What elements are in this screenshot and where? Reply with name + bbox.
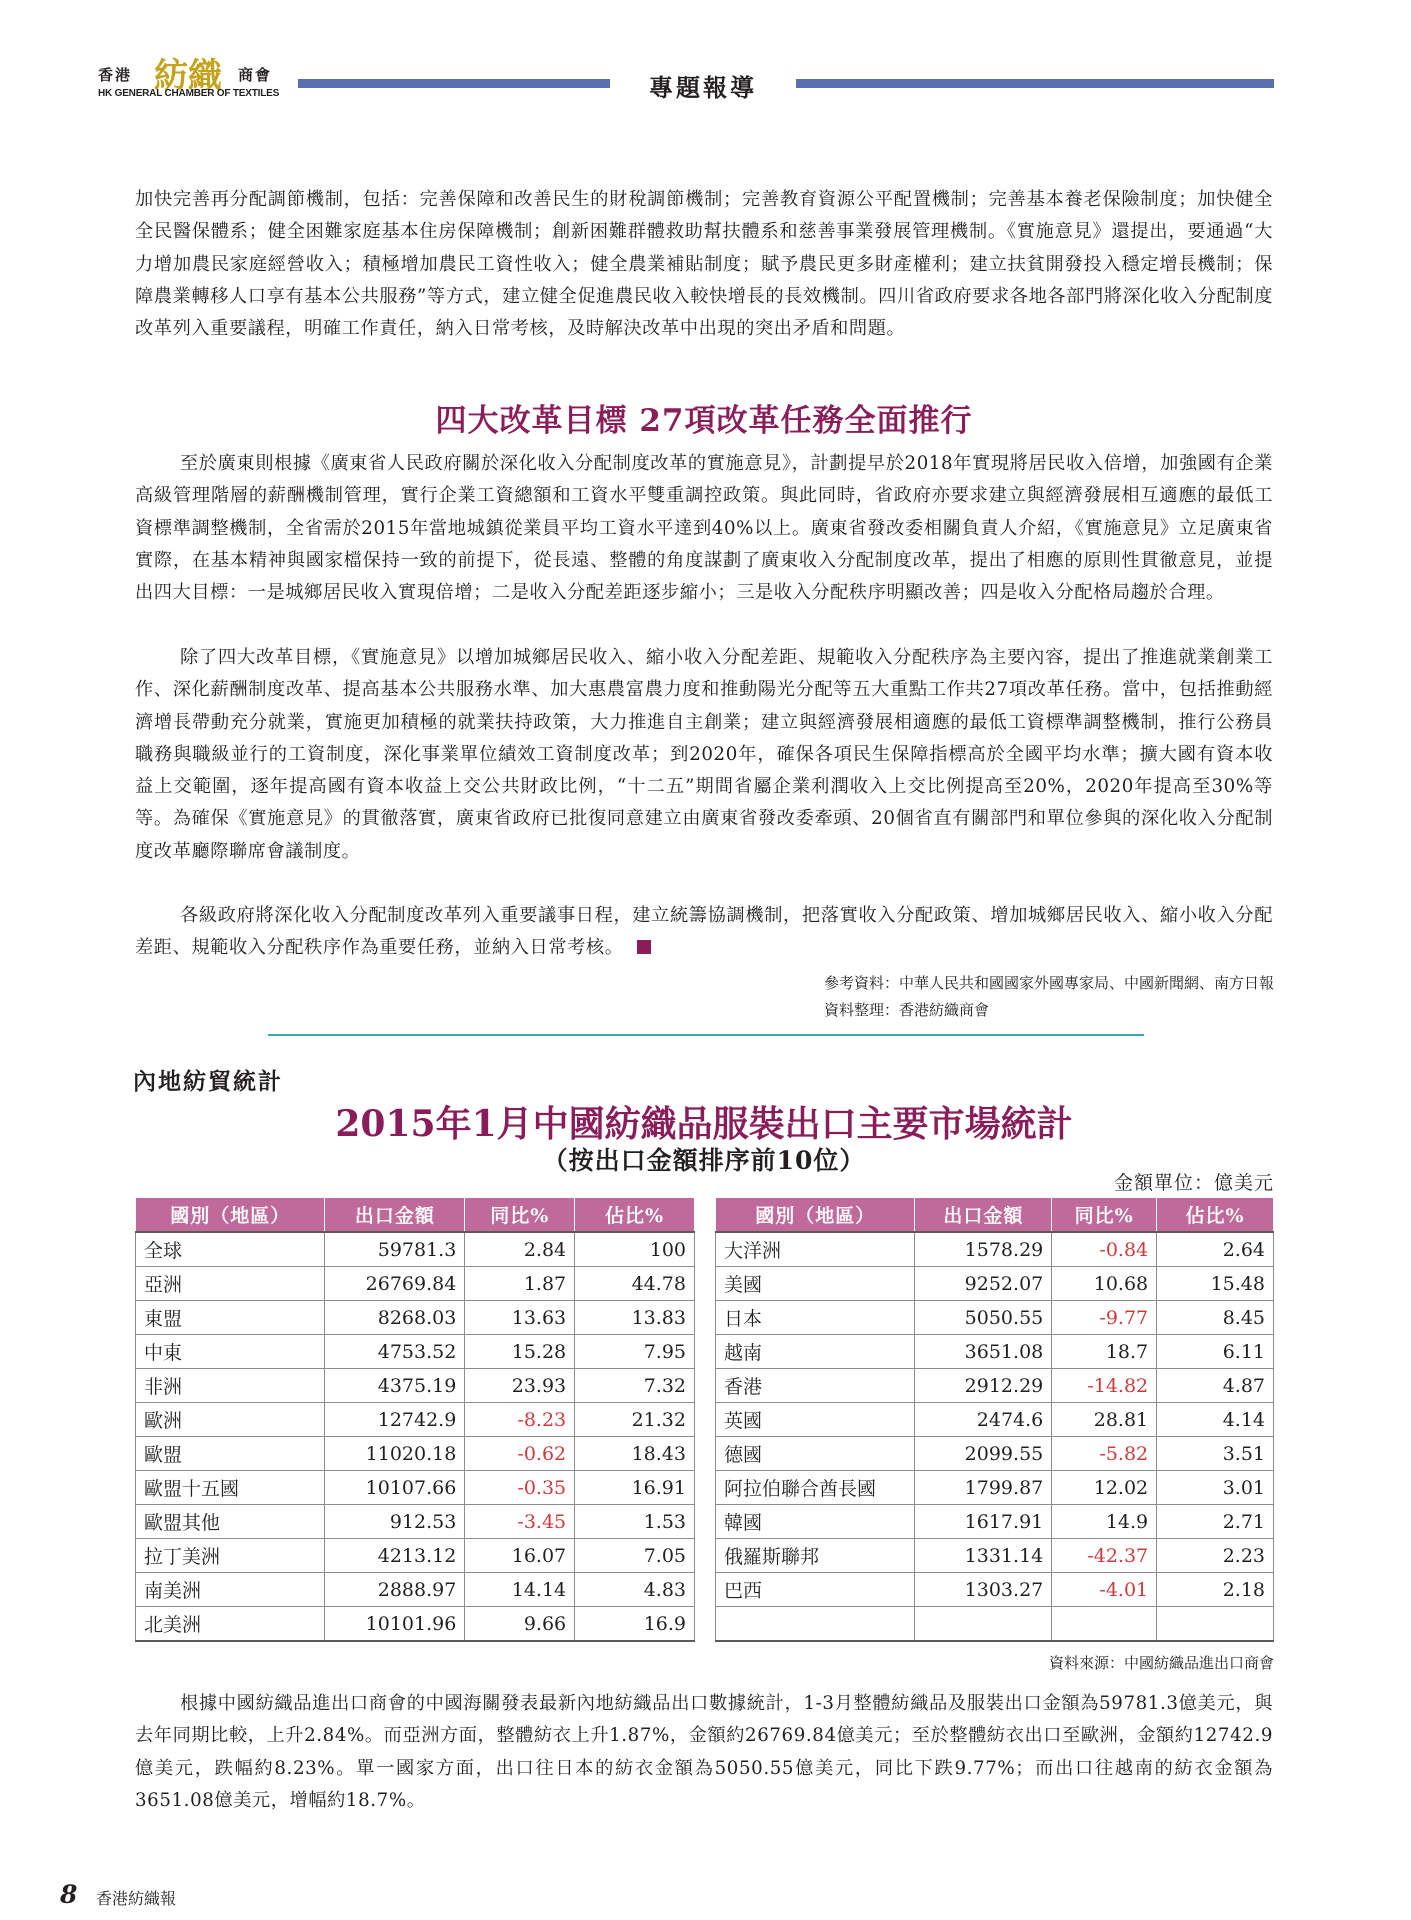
table-row (136, 1369, 695, 1403)
column-header-export-amount: 出口金額 (915, 1198, 1052, 1233)
yoy-cell: -8.23 (465, 1403, 575, 1437)
share-cell: 2.18 (1157, 1573, 1274, 1607)
region-cell: 大洋洲 (716, 1232, 915, 1267)
export-amount-cell: 1578.29 (915, 1232, 1052, 1267)
yoy-cell: 28.81 (1052, 1403, 1157, 1437)
share-cell: 2.71 (1157, 1505, 1274, 1539)
column-header-share: 佔比% (575, 1198, 695, 1233)
end-mark-square (637, 940, 651, 954)
table-row (136, 1471, 695, 1505)
region-cell: 中東 (136, 1335, 325, 1369)
column-header-region: 國別（地區） (136, 1198, 325, 1233)
export-amount-cell: 1799.87 (915, 1471, 1052, 1505)
region-cell: 歐盟其他 (136, 1505, 325, 1539)
share-cell: 13.83 (575, 1301, 695, 1335)
stats-summary: 根據中國紡織品進出口商會的中國海關發表最新內地紡織品出口數據統計，1-3月整體紡織品及服裝出口金額為59781.3億美元，與去年同期比較，上升2.84%。而亞洲方面，整體紡衣上升1.87%，金額約26769.84億美元；至於整體紡衣出口至歐洲，金額約12742.9億美元，跌幅約8.23%。單一國家方面，出口往日本的紡衣金額為5050.55億美元，同比下跌9.77%；而出口往越南的紡衣金額為3651.08億美元，增幅約18.7%。 (135, 1693, 1273, 1811)
export-amount-cell: 4753.52 (325, 1335, 465, 1369)
table-row (716, 1403, 1274, 1437)
table-row (136, 1607, 695, 1642)
region-cell: 歐盟 (136, 1437, 325, 1471)
table-row (136, 1267, 695, 1301)
share-cell: 100 (575, 1232, 695, 1267)
region-cell: 非洲 (136, 1369, 325, 1403)
region-cell (716, 1607, 915, 1642)
export-amount-cell: 59781.3 (325, 1232, 465, 1267)
stats-source: 資料來源：中國紡織品進出口商會 (1048, 1654, 1274, 1672)
publication-name: 香港紡織報 (96, 1889, 177, 1908)
table-row (136, 1301, 695, 1335)
export-amount-cell: 9252.07 (915, 1267, 1052, 1301)
column-header-yoy: 同比% (465, 1198, 575, 1233)
export-amount-cell (915, 1607, 1052, 1642)
reference-compiled-by: 資料整理：香港紡織商會 (823, 1001, 989, 1019)
table-row (716, 1232, 1274, 1267)
yoy-cell: 15.28 (465, 1335, 575, 1369)
export-amount-cell: 10101.96 (325, 1607, 465, 1642)
share-cell: 16.91 (575, 1471, 695, 1505)
region-cell: 美國 (716, 1267, 915, 1301)
table-row (716, 1335, 1274, 1369)
yoy-cell (1052, 1607, 1157, 1642)
logo-chinese-part-2: 紡織 (154, 56, 222, 96)
yoy-cell: 2.84 (465, 1232, 575, 1267)
region-cell: 北美洲 (136, 1607, 325, 1642)
table-header-row (136, 1198, 695, 1233)
export-amount-cell: 2099.55 (915, 1437, 1052, 1471)
yoy-cell: -0.84 (1052, 1232, 1157, 1267)
export-amount-cell: 5050.55 (915, 1301, 1052, 1335)
reference-sources: 參考資料：中華人民共和國國家外國專家局、中國新聞網、南方日報 (823, 974, 1274, 992)
share-cell: 7.05 (575, 1539, 695, 1573)
yoy-cell: 9.66 (465, 1607, 575, 1642)
table-row (716, 1505, 1274, 1539)
article-paragraph-4-text: 各級政府將深化收入分配制度改革列入重要議事日程，建立統籌協調機制，把落實收入分配政策、增加城鄉居民收入、縮小收入分配差距、規範收入分配秩序作為重要任務，並納入日常考核。 (135, 905, 1273, 959)
yoy-cell: -5.82 (1052, 1437, 1157, 1471)
region-cell: 亞洲 (136, 1267, 325, 1301)
article-references (824, 970, 1274, 1024)
yoy-cell: -4.01 (1052, 1573, 1157, 1607)
share-cell (1157, 1607, 1274, 1642)
stats-subtitle: （按出口金額排序前10位） (542, 1146, 866, 1175)
share-cell: 4.83 (575, 1573, 695, 1607)
region-cell: 全球 (136, 1232, 325, 1267)
region-cell: 德國 (716, 1437, 915, 1471)
region-cell: 日本 (716, 1301, 915, 1335)
page-number: 8 (60, 1880, 78, 1909)
yoy-cell: 16.07 (465, 1539, 575, 1573)
table-row (716, 1471, 1274, 1505)
table-row (136, 1505, 695, 1539)
export-amount-cell: 912.53 (325, 1505, 465, 1539)
share-cell: 1.53 (575, 1505, 695, 1539)
share-cell: 16.9 (575, 1607, 695, 1642)
share-cell: 2.64 (1157, 1232, 1274, 1267)
table-row (136, 1232, 695, 1267)
export-amount-cell: 4375.19 (325, 1369, 465, 1403)
logo-chinese-part-1: 香港 (98, 66, 133, 84)
yoy-cell: 23.93 (465, 1369, 575, 1403)
yoy-cell: 14.9 (1052, 1505, 1157, 1539)
yoy-cell: 13.63 (465, 1301, 575, 1335)
share-cell: 4.14 (1157, 1403, 1274, 1437)
export-amount-cell: 26769.84 (325, 1267, 465, 1301)
export-amount-cell: 4213.12 (325, 1539, 465, 1573)
table-row (716, 1369, 1274, 1403)
region-cell: 拉丁美洲 (136, 1539, 325, 1573)
table-header-row (716, 1198, 1274, 1233)
chamber-logo (98, 54, 294, 106)
region-cell: 東盟 (136, 1301, 325, 1335)
logo-english: HK GENERAL CHAMBER OF TEXTILES (98, 88, 280, 99)
share-cell: 21.32 (575, 1403, 695, 1437)
table-row (716, 1573, 1274, 1607)
column-header-share: 佔比% (1157, 1198, 1274, 1233)
region-cell: 巴西 (716, 1573, 915, 1607)
table-row (716, 1267, 1274, 1301)
yoy-cell: 14.14 (465, 1573, 575, 1607)
export-amount-cell: 12742.9 (325, 1403, 465, 1437)
export-amount-cell: 8268.03 (325, 1301, 465, 1335)
article-paragraph-3: 除了四大改革目標，《實施意見》以增加城鄉居民收入、縮小收入分配差距、規範收入分配秩序為主要內容，提出了推進就業創業工作、深化薪酬制度改革、提高基本公共服務水準、加大惠農富農力度和推動陽光分配等五大重點工作共27項改革任務。當中，包括推動經濟增長帶動充分就業，實施更加積極的就業扶持政策，大力推進自主創業；建立與經濟發展相適應的最低工資標準調整機制，推行公務員職務與職級並行的工資制度，深化事業單位績效工資制度改革；到2020年，確保各項民生保障指標高於全國平均水準；擴大國有資本收益上交範圍，逐年提高國有資本收益上交公共財政比例，“十二五”期間省屬企業利潤收入上交比例提高至20%，2020年提高至30%等等。為確保《實施意見》的貫徹落實，廣東省政府已批復同意建立由廣東省發改委牽頭、20個省直有關部門和單位參與的深化收入分配制度改革廳際聯席會議制度。 (135, 647, 1273, 862)
article-paragraph-2: 至於廣東則根據《廣東省人民政府關於深化收入分配制度改革的實施意見》，計劃提早於2018年實現將居民收入倍增，加強國有企業高級管理階層的薪酬機制管理，實行企業工資總額和工資水平雙重調控政策。與此同時，省政府亦要求建立與經濟發展相互適應的最低工資標準調整機制，全省需於2015年當地城鎮從業員平均工資水平達到40%以上。廣東省發改委相關負責人介紹，《實施意見》立足廣東省實際，在基本精神與國家檔保持一致的前提下，從長遠、整體的角度謀劃了廣東收入分配制度改革，提出了相應的原則性貫徹意見，並提出四大目標：一是城鄉居民收入實現倍增；二是收入分配差距逐步縮小；三是收入分配秩序明顯改善；四是收入分配格局趨於合理。 (135, 453, 1273, 604)
region-cell: 英國 (716, 1403, 915, 1437)
share-cell: 6.11 (1157, 1335, 1274, 1369)
share-cell: 3.51 (1157, 1437, 1274, 1471)
export-amount-cell: 1331.14 (915, 1539, 1052, 1573)
share-cell: 7.32 (575, 1369, 695, 1403)
table-row (136, 1403, 695, 1437)
section-title: 專題報導 (649, 74, 757, 102)
region-cell: 香港 (716, 1369, 915, 1403)
table-row (716, 1301, 1274, 1335)
export-amount-cell: 2888.97 (325, 1573, 465, 1607)
table-row (136, 1539, 695, 1573)
share-cell: 44.78 (575, 1267, 695, 1301)
region-cell: 越南 (716, 1335, 915, 1369)
export-table-right (715, 1197, 1274, 1642)
stats-unit: 金額單位：億美元 (1113, 1172, 1274, 1194)
stats-title: 2015年1月中國紡織品服裝出口主要市場統計 (335, 1103, 1073, 1145)
region-cell: 俄羅斯聯邦 (716, 1539, 915, 1573)
share-cell: 3.01 (1157, 1471, 1274, 1505)
yoy-cell: -0.35 (465, 1471, 575, 1505)
yoy-cell: 10.68 (1052, 1267, 1157, 1301)
column-header-export-amount: 出口金額 (325, 1198, 465, 1233)
share-cell: 18.43 (575, 1437, 695, 1471)
header-bar-right (796, 79, 1274, 88)
table-row (136, 1437, 695, 1471)
yoy-cell: 18.7 (1052, 1335, 1157, 1369)
table-row (136, 1573, 695, 1607)
region-cell: 歐洲 (136, 1403, 325, 1437)
yoy-cell: -9.77 (1052, 1301, 1157, 1335)
export-amount-cell: 10107.66 (325, 1471, 465, 1505)
yoy-cell: -42.37 (1052, 1539, 1157, 1573)
column-header-region: 國別（地區） (716, 1198, 915, 1233)
share-cell: 8.45 (1157, 1301, 1274, 1335)
article-heading: 四大改革目標 27項改革任務全面推行 (435, 403, 973, 439)
share-cell: 7.95 (575, 1335, 695, 1369)
export-amount-cell: 11020.18 (325, 1437, 465, 1471)
region-cell: 南美洲 (136, 1573, 325, 1607)
export-amount-cell: 1303.27 (915, 1573, 1052, 1607)
region-cell: 歐盟十五國 (136, 1471, 325, 1505)
export-amount-cell: 2912.29 (915, 1369, 1052, 1403)
article-paragraph-1: 加快完善再分配調節機制，包括：完善保障和改善民生的財稅調節機制；完善教育資源公平配置機制；完善基本養老保險制度；加快健全全民醫保體系；健全困難家庭基本住房保障機制；創新困難群體救助幫扶體系和慈善事業發展管理機制。《實施意見》還提出，要通過“大力增加農民家庭經營收入；積極增加農民工資性收入；健全農業補貼制度；賦予農民更多財產權利；建立扶貧開發投入穩定增長機制；保障農業轉移人口享有基本公共服務”等方式，建立健全促進農民收入較快增長的長效機制。四川省政府要求各地各部門將深化收入分配制度改革列入重要議程，明確工作責任，納入日常考核，及時解決改革中出現的突出矛盾和問題。 (135, 189, 1273, 340)
yoy-cell: -3.45 (465, 1505, 575, 1539)
table-row (136, 1335, 695, 1369)
article-paragraph-4 (135, 900, 1273, 965)
export-table-left (135, 1197, 695, 1642)
region-cell: 韓國 (716, 1505, 915, 1539)
share-cell: 2.23 (1157, 1539, 1274, 1573)
share-cell: 4.87 (1157, 1369, 1274, 1403)
yoy-cell: 1.87 (465, 1267, 575, 1301)
table-row (716, 1539, 1274, 1573)
export-amount-cell: 3651.08 (915, 1335, 1052, 1369)
section-divider (268, 1034, 1144, 1036)
yoy-cell: 12.02 (1052, 1471, 1157, 1505)
yoy-cell: -14.82 (1052, 1369, 1157, 1403)
stats-section-label: 內地紡貿統計 (133, 1068, 283, 1095)
share-cell: 15.48 (1157, 1267, 1274, 1301)
table-row (716, 1607, 1274, 1642)
region-cell: 阿拉伯聯合酋長國 (716, 1471, 915, 1505)
header-bar-left (298, 79, 610, 88)
yoy-cell: -0.62 (465, 1437, 575, 1471)
column-header-yoy: 同比% (1052, 1198, 1157, 1233)
logo-chinese-part-3: 商會 (238, 66, 273, 84)
export-amount-cell: 1617.91 (915, 1505, 1052, 1539)
export-amount-cell: 2474.6 (915, 1403, 1052, 1437)
table-row (716, 1437, 1274, 1471)
